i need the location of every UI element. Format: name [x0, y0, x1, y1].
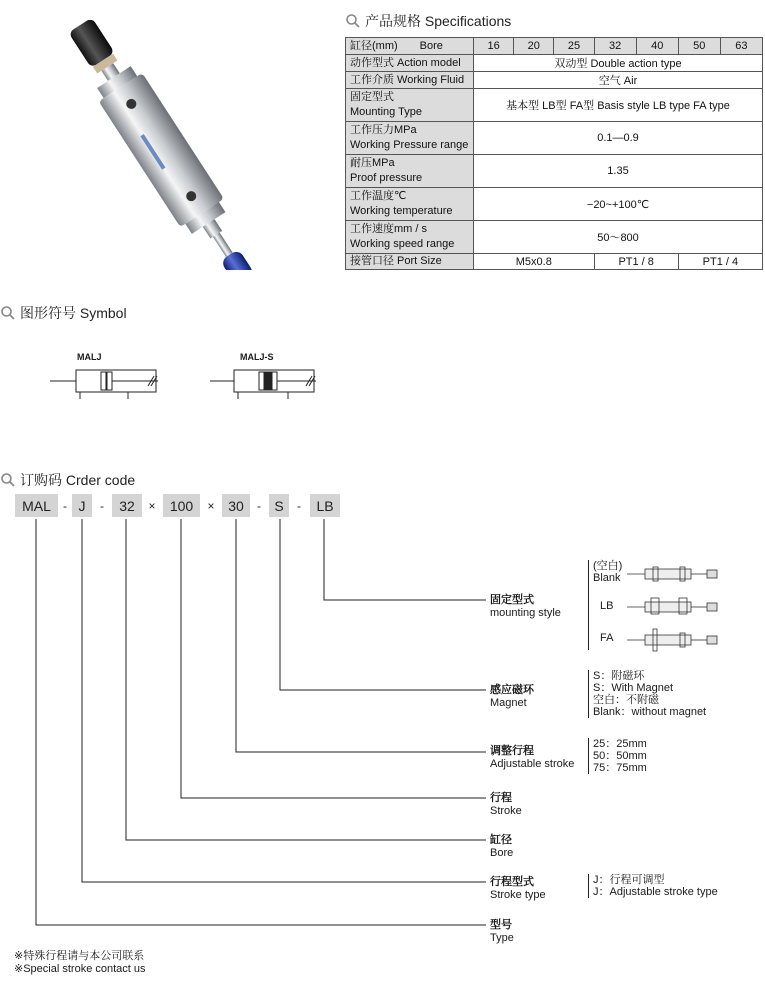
code-separator: × — [148, 498, 156, 513]
action-label: 动作型式 Action model — [346, 55, 474, 72]
magnet-desc-cn: 感应磁环 — [490, 684, 534, 696]
bore-value: 32 — [594, 38, 636, 55]
stroke-desc-cn: 行程 — [490, 792, 512, 804]
code-separator: - — [297, 498, 301, 513]
magnet-desc — [490, 684, 534, 710]
symbol1-label: MALJ — [77, 352, 102, 362]
proof-label-en: Proof pressure — [350, 172, 423, 184]
proof-label-cn: 耐压MPa — [350, 157, 395, 169]
adjustable-desc-en: Adjustable stroke — [490, 758, 575, 770]
mounting-option-lb: LB — [600, 600, 614, 612]
stroke-type-options — [588, 874, 718, 898]
mounting-label-en: Mounting Type — [350, 106, 422, 118]
bore-desc — [490, 834, 513, 860]
stroke-desc-en: Stroke — [490, 805, 522, 817]
port-value: M5x0.8 — [474, 254, 595, 270]
adjustable-option: 75：75mm — [593, 762, 647, 774]
special-stroke-note — [14, 950, 146, 976]
fluid-label: 工作介质 Working Fluid — [346, 72, 474, 89]
speed-label-cn: 工作速度mm / s — [350, 223, 427, 235]
mounting-style-drawings — [625, 562, 725, 652]
stroke-desc — [490, 792, 522, 818]
code-separator: - — [257, 498, 261, 513]
bore-desc-cn: 缸径 — [490, 834, 512, 846]
adjustable-desc-cn: 调整行程 — [490, 745, 534, 757]
port-label: 接管口径 Port Size — [346, 254, 474, 270]
code-part-adjustable-stroke: 30 — [222, 494, 250, 517]
magnet-option: 空白：不附磁 — [593, 694, 659, 706]
port-value: PT1 / 4 — [678, 254, 762, 270]
code-part-stroke-type: J — [72, 494, 92, 517]
bore-value: 40 — [636, 38, 678, 55]
speed-label-en: Working speed range — [350, 238, 455, 250]
mounting-value: 基本型 LB型 FA型 Basis style LB type FA type — [474, 89, 763, 122]
adjustable-options — [588, 738, 647, 774]
note-cn: ※特殊行程请与本公司联系 — [14, 950, 145, 962]
mounting-style-desc — [490, 594, 561, 620]
pressure-value: 0.1—0.9 — [474, 122, 763, 155]
magnet-option: Blank：without magnet — [593, 706, 707, 718]
mounting-desc-en: mounting style — [490, 607, 561, 619]
magnet-option: S：With Magnet — [593, 682, 674, 694]
bore-desc-en: Bore — [490, 847, 514, 859]
temp-label-en: Working temperature — [350, 205, 453, 217]
adjustable-stroke-desc — [490, 745, 574, 771]
proof-value: 1.35 — [474, 155, 763, 188]
mounting-option-blank-cn: (空白) — [593, 560, 623, 572]
note-en: ※Special stroke contact us — [14, 963, 146, 975]
mounting-option-blank-en: Blank — [593, 572, 621, 584]
code-part-stroke: 100 — [163, 494, 200, 517]
code-part-mounting: LB — [310, 494, 340, 517]
bore-value: 63 — [720, 38, 762, 55]
type-desc-cn: 型号 — [490, 919, 512, 931]
fluid-value: 空气 Air — [474, 72, 763, 89]
bore-value: 50 — [678, 38, 720, 55]
code-separator: × — [207, 498, 215, 513]
magnet-desc-en: Magnet — [490, 697, 527, 709]
stroke-type-desc-en: Stroke type — [490, 889, 546, 901]
mounting-option-fa: FA — [600, 632, 614, 644]
mounting-label-cn: 固定型式 — [350, 91, 394, 103]
adjustable-option: 50：50mm — [593, 750, 647, 762]
pressure-label-cn: 工作压力MPa — [350, 124, 417, 136]
spec-title-text: 产品规格 Specifications — [365, 13, 512, 29]
action-value: 双动型 Double action type — [474, 55, 763, 72]
code-part-model: MAL — [15, 494, 58, 517]
adjustable-option: 25：25mm — [593, 738, 647, 750]
type-desc — [490, 919, 514, 945]
stroke-type-option: J：行程可调型 — [593, 874, 665, 886]
order-title-text: 订购码 Crder code — [20, 472, 136, 488]
code-part-magnet: S — [269, 494, 289, 517]
bore-value: 25 — [554, 38, 594, 55]
type-desc-en: Type — [490, 932, 514, 944]
code-part-bore: 32 — [112, 494, 142, 517]
bore-value: 16 — [474, 38, 514, 55]
symbol2-label: MALJ-S — [240, 352, 274, 362]
temp-value: −20~+100℃ — [474, 188, 763, 221]
bore-label: 缸径(mm) Bore — [346, 38, 474, 55]
stroke-type-desc — [490, 876, 546, 902]
magnet-options — [588, 670, 706, 718]
stroke-type-option: J：Adjustable stroke type — [593, 886, 718, 898]
mounting-desc-cn: 固定型式 — [490, 594, 534, 606]
speed-value: 50～800 — [474, 221, 763, 254]
stroke-type-desc-cn: 行程型式 — [490, 876, 534, 888]
magnet-option: S：附磁环 — [593, 670, 645, 682]
port-value: PT1 / 8 — [594, 254, 678, 270]
bore-value: 20 — [514, 38, 554, 55]
pressure-label-en: Working Pressure range — [350, 139, 469, 151]
code-separator: - — [100, 498, 104, 513]
symbol-title-text: 图形符号 Symbol — [20, 305, 127, 321]
temp-label-cn: 工作温度℃ — [350, 190, 407, 202]
code-separator: - — [63, 498, 67, 513]
